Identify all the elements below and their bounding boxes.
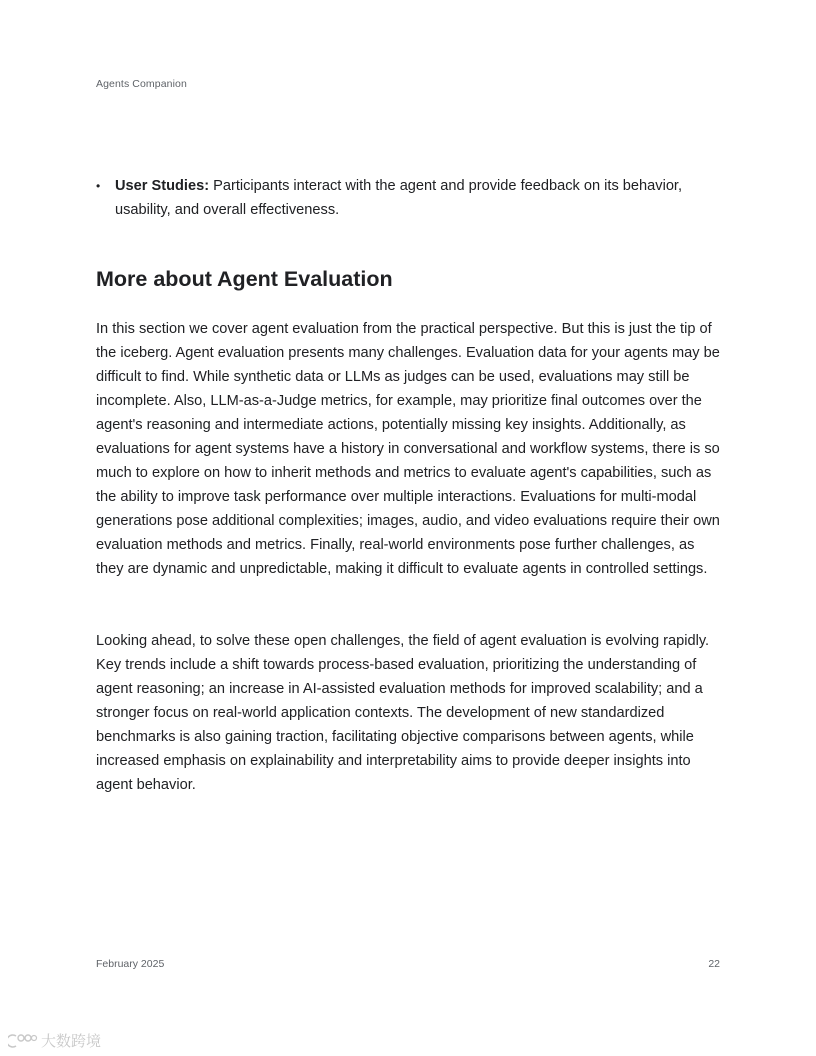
page-number: 22 [708, 958, 720, 970]
watermark [8, 1030, 101, 1051]
bullet-text: Participants interact with the agent and provide feedback on its behavior, usability, and overall effectiveness. [115, 178, 683, 218]
paragraph-looking-ahead: Looking ahead, to solve these open challenges, the field of agent evaluation is evolving rapidly. Key trends include a shift towards process-based evaluation, prioritizing the understanding of agent reasoning; an increase in AI-assisted evaluation methods for improved scalability; and a stronger focus on real-world application contexts. The development of new standardized benchmarks is also gaining traction, facilitating objective comparisons between agents, while increased emphasis on explainability and interpretability aims to provide deeper insights into agent behavior. [96, 633, 710, 793]
watermark-logo-icon [8, 1033, 38, 1049]
bullet-item-user-studies [96, 174, 721, 222]
running-header: Agents Companion [96, 78, 187, 90]
section-heading: More about Agent Evaluation [96, 267, 393, 291]
footer-date: February 2025 [96, 958, 165, 970]
bullet-term: User Studies: [115, 178, 210, 194]
paragraph-challenges: In this section we cover agent evaluation from the practical perspective. But this is just the tip of the iceberg. Agent evaluation presents many challenges. Evaluation data for your agents may be difficult to find. While synthetic data or LLMs as judges can be used, evaluations may still be incomplete. Also, LLM-as-a-Judge metrics, for example, may prioritize final outcomes over the agent's reasoning and intermediate actions, potentially missing key insights. Additionally, as evaluations for agent systems have a history in conversational and workflow systems, there is so much to explore on how to inherit methods and metrics to evaluate agent's capabilities, such as the ability to improve task performance over multiple interactions. Evaluations for multi-modal generations pose additional complexities; images, audio, and video evaluations require their own evaluation methods and metrics. Finally, real-world environments pose further challenges, as they are dynamic and unpredictable, making it difficult to evaluate agents in controlled settings. [96, 321, 720, 577]
bullet-list [96, 174, 721, 222]
watermark-text: 大数跨境 [41, 1033, 102, 1050]
bullet-marker: • [96, 179, 101, 193]
